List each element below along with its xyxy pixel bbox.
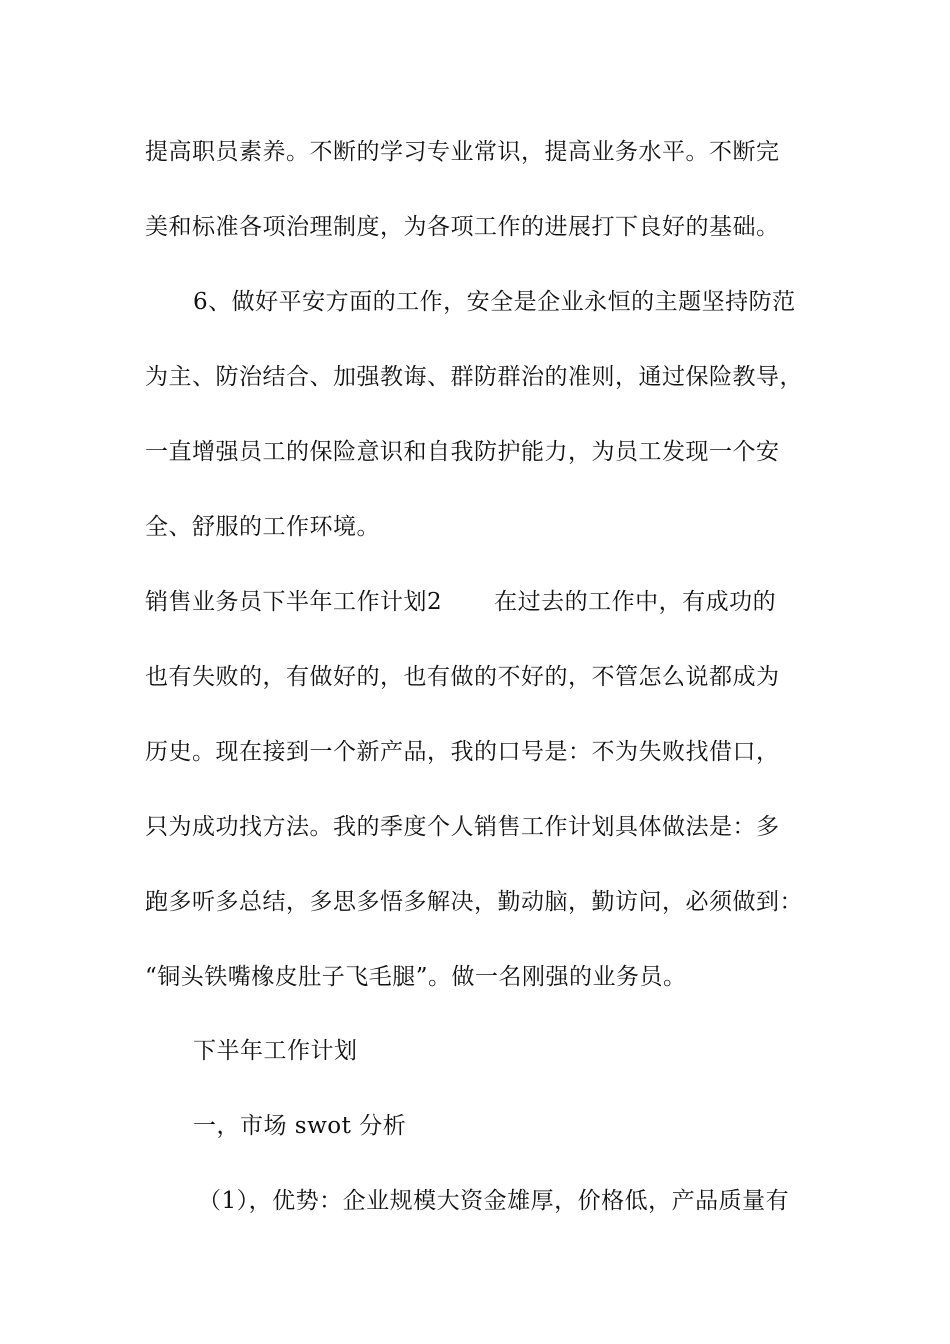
swot-item: （1），优势：企业规模大资金雄厚，价格低，产品质量有 — [198, 1188, 790, 1214]
paragraph-line: 只为成功找方法。我的季度个人销售工作计划具体做法是：多 — [145, 814, 780, 840]
paragraph-line: 提高职员素养。不断的学习专业常识，提高业务水平。不断完 — [145, 139, 780, 165]
paragraph-line: 一直增强员工的保险意识和自我防护能力，为员工发现一个安 — [145, 439, 780, 465]
paragraph-line: 为主、防治结合、加强教诲、群防群治的准则，通过保险教导， — [145, 364, 803, 390]
paragraph-line: 历史。现在接到一个新产品，我的口号是：不为失败找借口， — [145, 739, 780, 765]
section-title-line — [145, 587, 825, 617]
paragraph-line: 全、舒服的工作环境。 — [145, 514, 380, 540]
swot-heading: 一，市场 swot 分析 — [193, 1113, 407, 1139]
plan-heading: 下半年工作计划 — [193, 1038, 358, 1064]
section-first-line: 在过去的工作中，有成功的 — [494, 589, 777, 615]
paragraph-line: 美和标准各项治理制度，为各项工作的进展打下良好的基础。 — [145, 214, 780, 240]
section-title: 销售业务员下半年工作计划2 — [145, 589, 443, 615]
paragraph-line: 也有失败的，有做好的，也有做的不好的，不管怎么说都成为 — [145, 664, 780, 690]
paragraph-line: 跑多听多总结，多思多悟多解决，勤动脑，勤访问，必须做到： — [145, 889, 803, 915]
paragraph-line: 6、做好平安方面的工作，安全是企业永恒的主题坚持防范 — [193, 289, 796, 315]
paragraph-line: “铜头铁嘴橡皮肚子飞毛腿”。做一名刚强的业务员。 — [145, 964, 687, 990]
